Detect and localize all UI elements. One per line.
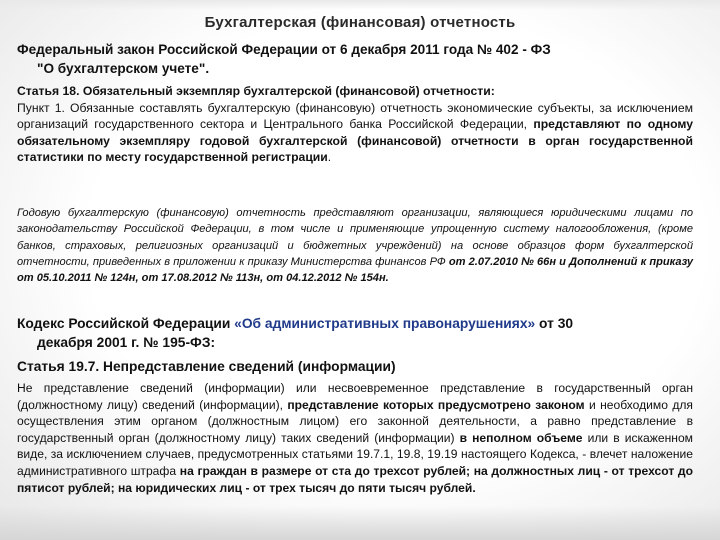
a19-text-1: Не представление сведений (информации) или несвоевременное представление в государственный орган (должностному лицу) сведений (информации), <box>17 381 693 412</box>
article-18-end: . <box>327 150 332 165</box>
article-18 <box>17 83 693 166</box>
a19-bold-1: представление которых предусмотрено законом <box>287 397 585 412</box>
article-19-7-heading: Статья 19.7. Непредставление сведений (информации) <box>17 359 396 374</box>
note-bold-text: от 2.07.2010 № 66н и Дополнений к приказу от 05.10.2011 № 124н, от 17.08.2012 № 113н, от 04.12.2012 № 154н. <box>17 255 693 285</box>
law-line-2: "О бухгалтерском учете". <box>37 61 210 76</box>
koap-name: «Об административных правонарушениях» <box>234 316 536 331</box>
a19-bold-2: в неполном объеме <box>459 430 583 445</box>
koap-line-2: декабря 2001 г. № 195-ФЗ: <box>37 335 216 350</box>
law-line-1: Федеральный закон Российской Федерации от 6 декабря 2011 года № 402 - ФЗ <box>17 42 551 57</box>
koap-heading <box>17 314 693 352</box>
top-shade <box>0 0 720 10</box>
article-18-heading: Статья 18. Обязательный экземпляр бухгалтерской (финансовой) отчетности: <box>17 84 495 98</box>
article-19-7-body <box>17 380 693 496</box>
annual-report-note <box>17 205 693 286</box>
article-18-bold-text: представляют по одному обязательному экземпляру годовой бухгалтерской (финансовой) отчетности в орган государственной статистики по месту государственной регистрации <box>17 117 693 165</box>
note-text: Годовую бухгалтерскую (финансовую) отчетность представляют организации, являющиеся юридическими лицами по законодательству Российской Федерации, в том числе и применяющие упрощенную систему налогообложения, (кроме банков, страховых, религиозных организаций и бюджетных учреждений) на основе образцов форм бухгалтерской отчетности, приведенных в приложении к приказу Министерства финансов РФ <box>17 207 693 268</box>
law-402-fz <box>17 40 693 78</box>
article-18-text: Пункт 1. Обязанные составлять бухгалтерскую (финансовую) отчетность экономические субъекты, за исключением организаций государственного сектора и Центрального банка Российской Федерации, <box>17 100 693 132</box>
koap-line-1 <box>17 314 693 333</box>
bottom-shade <box>0 506 720 540</box>
article-18-paragraph <box>17 100 693 166</box>
koap-part-1: Кодекс Российской Федерации <box>17 316 235 331</box>
slide-title: Бухгалтерская (финансовая) отчетность <box>204 14 516 31</box>
a19-text-3: или в искаженном виде, за исключением случаев, предусмотренных статьями 19.7.1, 19.8, 19.19 настоящего Кодекса, - влечет наложение административного штрафа <box>17 430 693 478</box>
a19-text-2: и необходимо для осуществления этим органом (должностным лицом) его законной деятельности, а равно представление в государственный орган (должностному лицу) таких сведений (информации) <box>17 397 693 445</box>
koap-part-2: от 30 <box>535 316 574 331</box>
a19-bold-3: на граждан в размере от ста до трехсот рублей; на должностных лиц - от трехсот до пятисот рублей; на юридических лиц - от трех тысяч до пяти тысяч рублей. <box>17 463 693 495</box>
